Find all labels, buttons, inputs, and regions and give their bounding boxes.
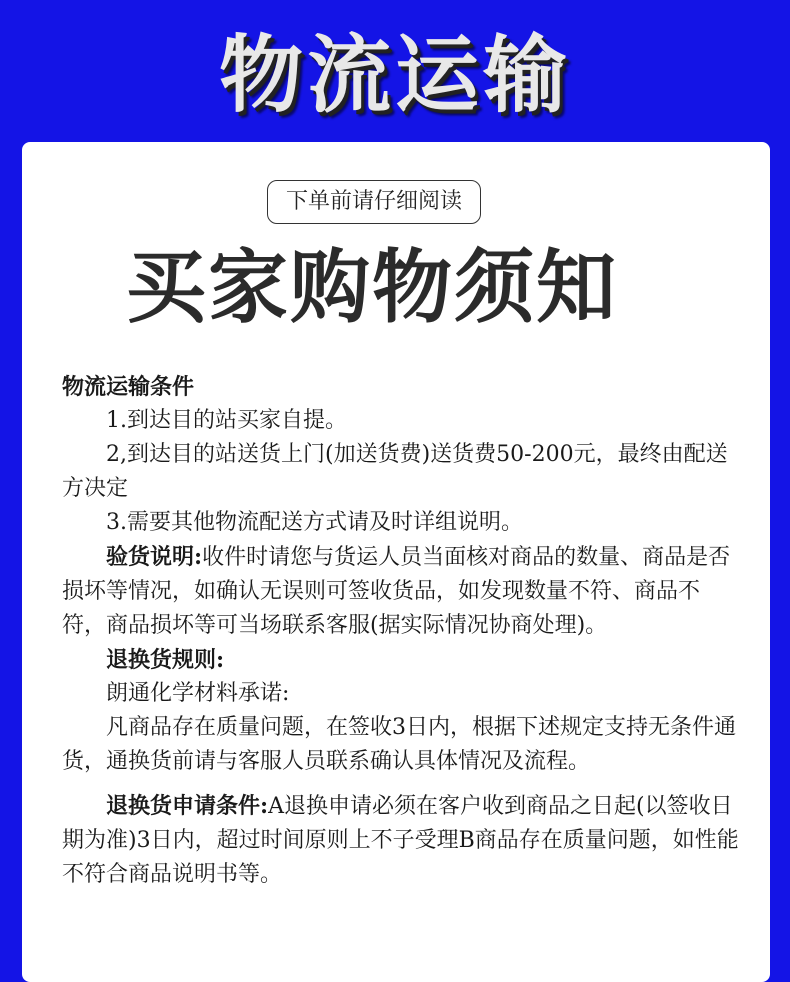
promise-text: 朗通化学材料承诺: — [106, 681, 290, 706]
shipping-item-2: 2,到达目的站送货上门(加送货费)送货费50-200元，最终由配送方决定 — [62, 442, 728, 501]
return-conditions-label: 退换货申请条件: — [106, 793, 269, 819]
return-conditions-text: A退换申请必须在客户收到商品之日起(以签收日期为准)3日内，超过时间原则上不子受理B商品存在质量问题，如性能不符合商品说明书等。 — [62, 794, 739, 887]
shipping-item-3: 3.需要其他物流配送方式请及时详组说明。 — [106, 510, 523, 535]
inspection-paragraph — [62, 540, 742, 643]
banner-title: 物流运输 — [218, 26, 571, 124]
notice-content — [62, 370, 742, 892]
inspection-text: 收件时请您与货运人员当面核对商品的数量、商品是否损坏等情况，如确认无误则可签收货品，如发现数量不符、商品不符，商品损坏等可当场联系客服(据实际情况协商处理)。 — [62, 545, 731, 638]
notice-title: 买家购物须知 — [126, 241, 618, 334]
inspection-label: 验货说明: — [106, 544, 203, 570]
return-rules-label: 退换货规则: — [106, 647, 225, 673]
promise-detail: 凡商品存在质量问题，在签收3日内，根据下述规定支持无条件通货，通换货前请与客服人员联系确认具体情况及流程。 — [62, 715, 736, 774]
section-heading: 物流运输条件 — [62, 374, 195, 400]
shipping-item-1: 1.到达目的站买家自提。 — [106, 408, 347, 433]
return-conditions-paragraph — [62, 789, 742, 892]
read-carefully-label: 下单前请仔细阅读 — [267, 180, 481, 224]
notice-card — [22, 142, 770, 982]
